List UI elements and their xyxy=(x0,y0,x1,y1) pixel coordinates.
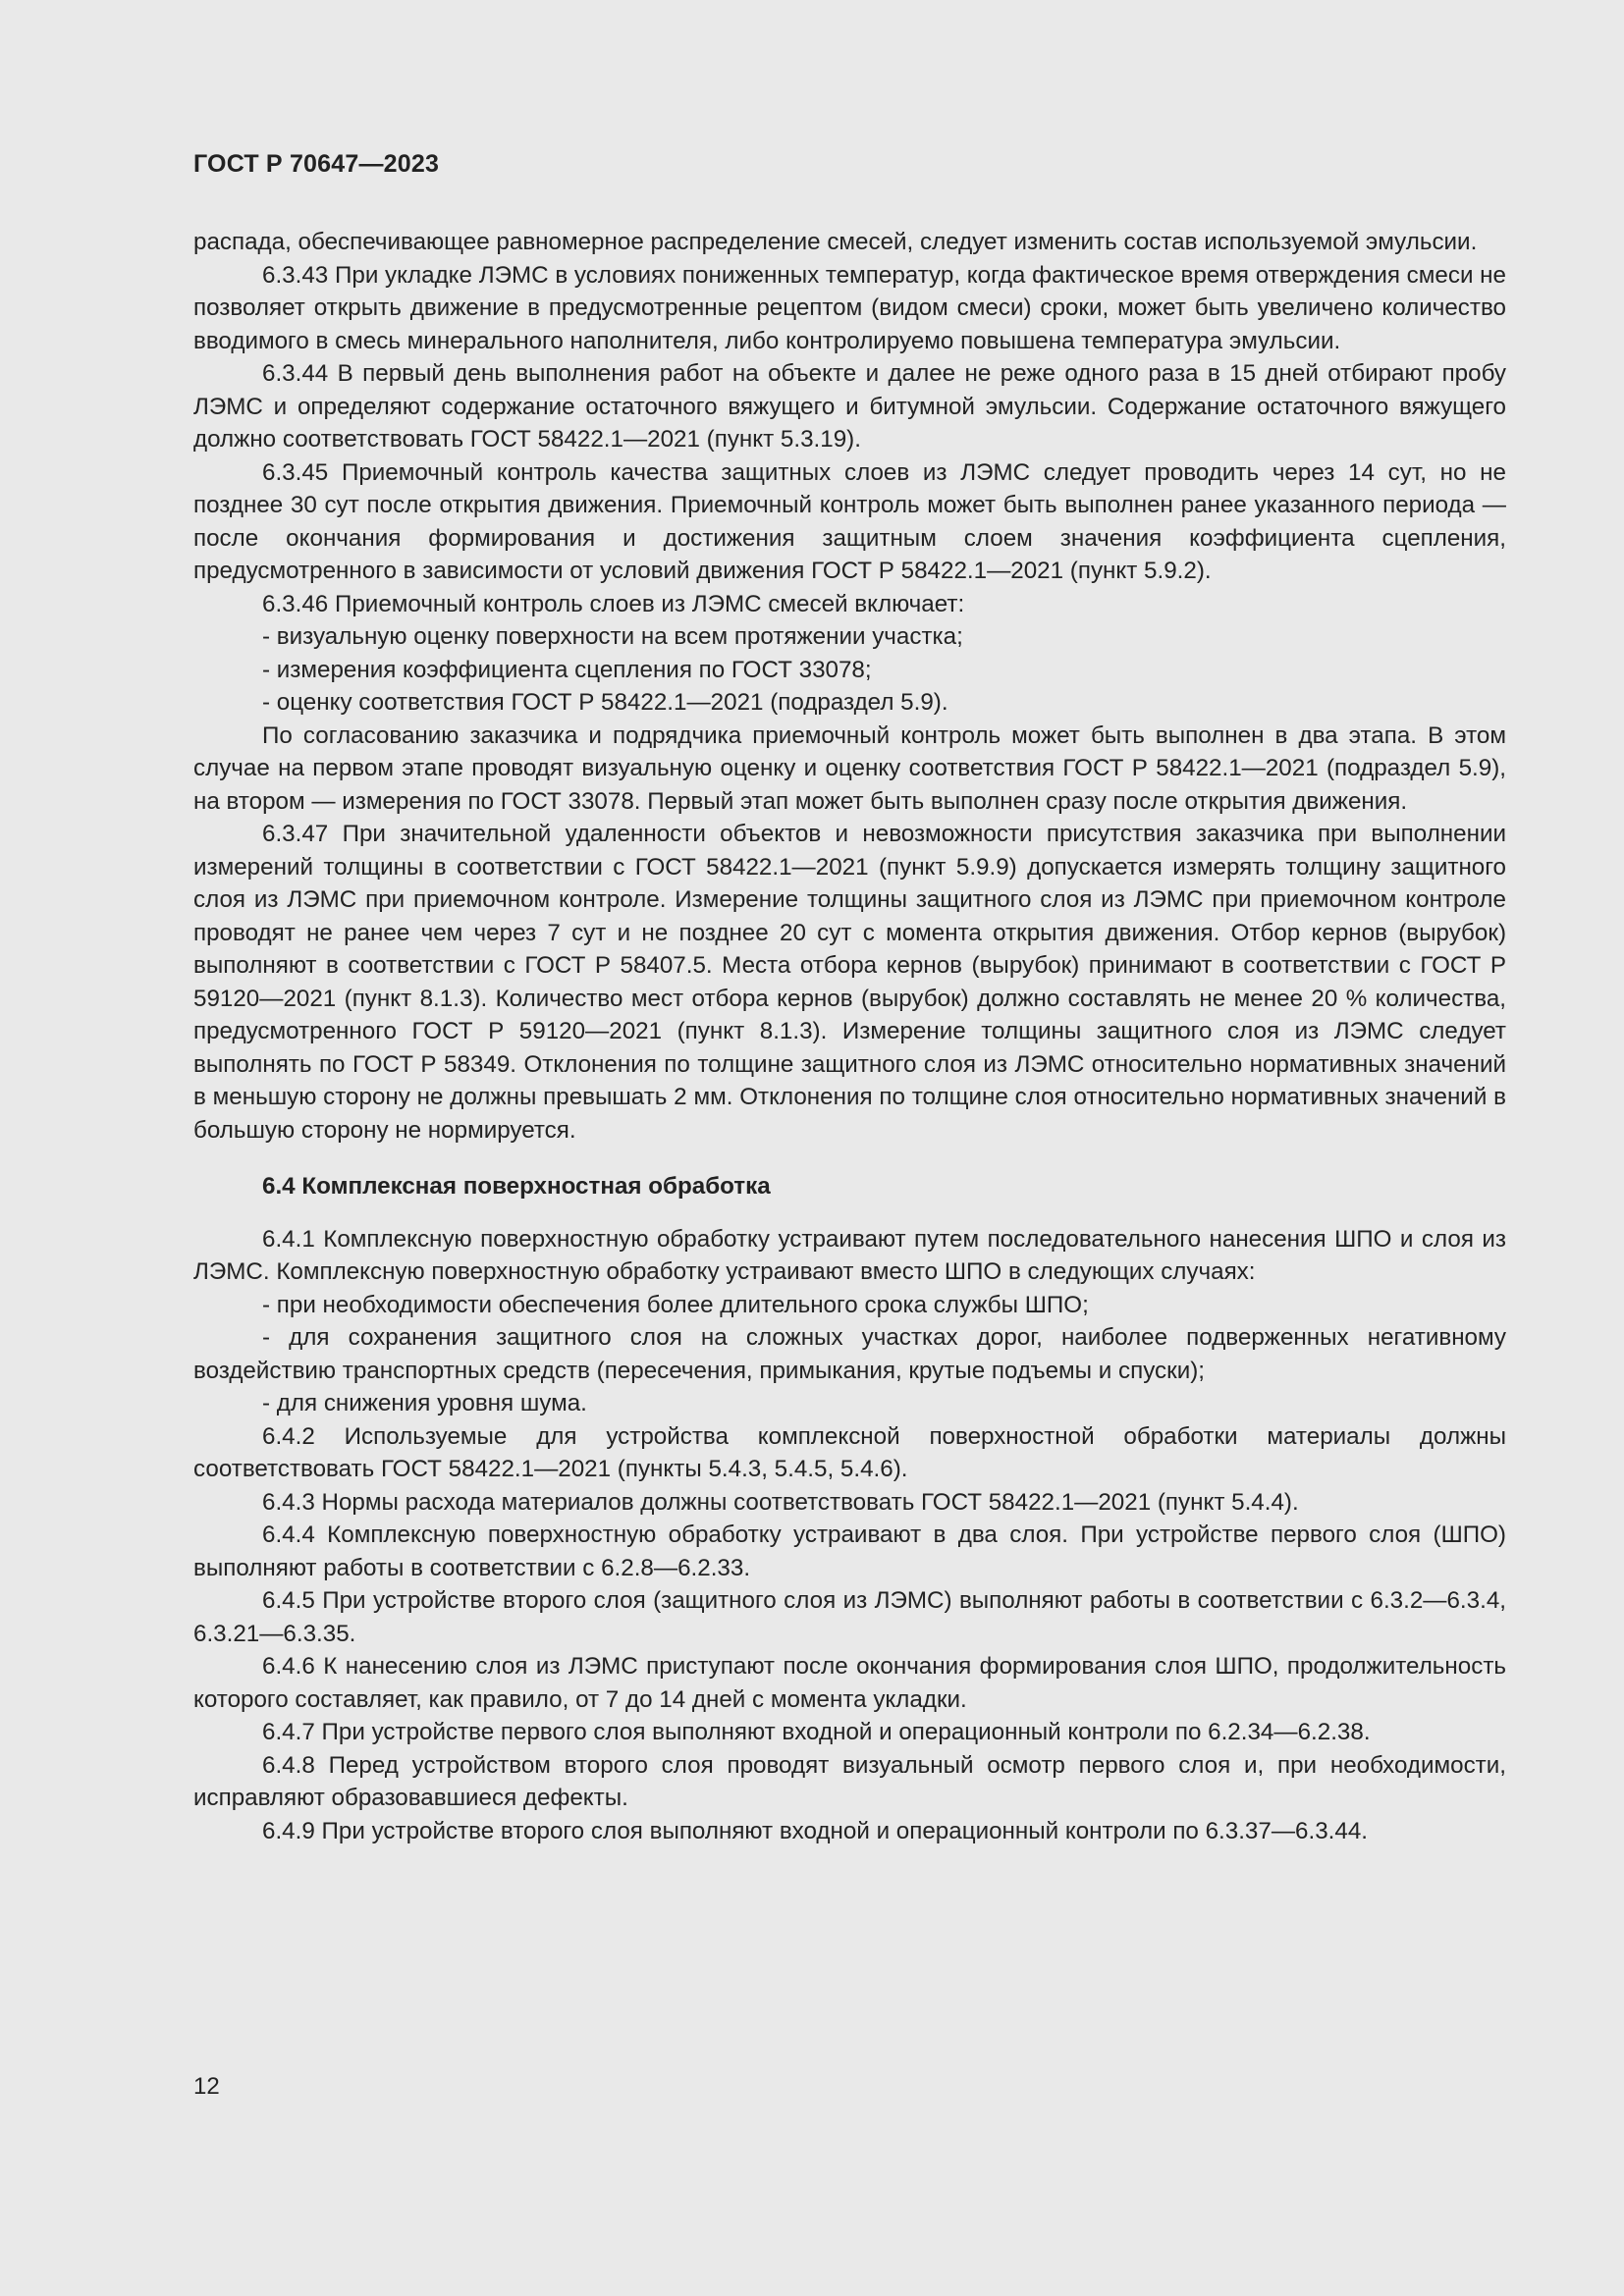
paragraph-6-4-7: 6.4.7 При устройстве первого слоя выполняют входной и операционный контроли по 6.2.34—6.2.38. xyxy=(262,1719,1371,1745)
paragraph-agreement: По согласованию заказчика и подрядчика приемочный контроль может быть выполнен в два этапа. В этом случае на первом этапе проводят визуальную оценку и оценку соответствия ГОСТ Р 58422.1—2021 (подраздел 5.9), на втором — измерения по ГОСТ 33078. Первый этап может быть выполнен сразу после открытия движения. xyxy=(193,721,1506,815)
paragraph-6-3-45: 6.3.45 Приемочный контроль качества защитных слоев из ЛЭМС следует проводить через 14 сут, но не позднее 30 сут после открытия движения. Приемочный контроль может быть выполнен ранее указанного периода — после окончания формирования и достижения защитным слоем значения коэффициента сцепления, предусмотренного в зависимости от условий движения ГОСТ Р 58422.1—2021 (пункт 5.9.2). xyxy=(193,458,1506,584)
list-item: - визуальную оценку поверхности на всем протяжении участка; xyxy=(262,623,963,650)
section-heading-6-4: 6.4 Комплексная поверхностная обработка xyxy=(262,1173,771,1200)
paragraph-continuation: распада, обеспечивающее равномерное распределение смесей, следует изменить состав используемой эмульсии. xyxy=(193,229,1478,255)
paragraph-6-4-3: 6.4.3 Нормы расхода материалов должны соответствовать ГОСТ 58422.1—2021 (пункт 5.4.4). xyxy=(262,1488,1299,1516)
paragraph-6-3-47: 6.3.47 При значительной удаленности объектов и невозможности присутствия заказчика при выполнении измерений толщины в соответствии с ГОСТ 58422.1—2021 (пункт 5.9.9) допускается измерять толщину защитного слоя из ЛЭМС при приемочном контроле. Измерение толщины защитного слоя из ЛЭМС при приемочном контроле проводят не ранее чем через 7 сут и не позднее 20 сут с момента открытия движения. Отбор кернов (вырубок) выполняют в соответствии с ГОСТ Р 58407.5. Места отбора кернов (вырубок) принимают в соответствии с ГОСТ Р 59120—2021 (пункт 8.1.3). Количество мест отбора кернов (вырубок) должно составлять не менее 20 % количества, предусмотренного ГОСТ Р 59120—2021 (пункт 8.1.3). Измерение толщины защитного слоя из ЛЭМС следует выполнять по ГОСТ Р 58349. Отклонения по толщине защитного слоя из ЛЭМС относительно нормативных значений в меньшую сторону не должны превышать 2 мм. Отклонения по толщине слоя относительно нормативных значений в большую сторону не нормируется. xyxy=(193,821,1506,1144)
paragraph-6-4-8: 6.4.8 Перед устройством второго слоя проводят визуальный осмотр первого слоя и, при необходимости, исправляют образовавшиеся дефекты. xyxy=(193,1751,1506,1811)
list-item: - для снижения уровня шума. xyxy=(262,1390,587,1416)
document-body xyxy=(193,226,1506,1847)
list-item: - при необходимости обеспечения более длительного срока службы ШПО; xyxy=(262,1291,1089,1318)
list-item: - измерения коэффициента сцепления по ГОСТ 33078; xyxy=(262,656,872,683)
paragraph-6-4-4: 6.4.4 Комплексную поверхностную обработку устраивают в два слоя. При устройстве первого слоя (ШПО) выполняют работы в соответствии с 6.2.8—6.2.33. xyxy=(193,1522,1506,1581)
paragraph-6-4-1: 6.4.1 Комплексную поверхностную обработку устраивают путем последовательного нанесения ШПО и слоя из ЛЭМС. Комплексную поверхностную обработку устраивают вместо ШПО в следующих случаях: xyxy=(193,1225,1506,1285)
paragraph-6-3-44: 6.3.44 В первый день выполнения работ на объекте и далее не реже одного раза в 15 дней отбирают пробу ЛЭМС и определяют содержание остаточного вяжущего и битумной эмульсии. Содержание остаточного вяжущего должно соответствовать ГОСТ 58422.1—2021 (пункт 5.3.19). xyxy=(193,360,1506,453)
paragraph-6-4-2: 6.4.2 Используемые для устройства комплексной поверхностной обработки материалы должны соответствовать ГОСТ 58422.1—2021 (пункты 5.4.3, 5.4.5, 5.4.6). xyxy=(193,1422,1506,1482)
paragraph-6-3-46: 6.3.46 Приемочный контроль слоев из ЛЭМС смесей включает: xyxy=(262,590,965,617)
list-item: - оценку соответствия ГОСТ Р 58422.1—2021 (подраздел 5.9). xyxy=(262,689,948,716)
page-number: 12 xyxy=(193,2073,220,2100)
paragraph-6-4-6: 6.4.6 К нанесению слоя из ЛЭМС приступают после окончания формирования слоя ШПО, продолжительность которого составляет, как правило, от 7 до 14 дней с момента укладки. xyxy=(193,1653,1506,1713)
list-item: - для сохранения защитного слоя на сложных участках дорог, наиболее подверженных негативному воздействию транспортных средств (пересечения, примыкания, крутые подъемы и спуски); xyxy=(193,1324,1506,1384)
paragraph-6-4-5: 6.4.5 При устройстве второго слоя (защитного слоя из ЛЭМС) выполняют работы в соответствии с 6.3.2—6.3.4, 6.3.21—6.3.35. xyxy=(193,1587,1506,1647)
paragraph-6-4-9: 6.4.9 При устройстве второго слоя выполняют входной и операционный контроли по 6.3.37—6.3.44. xyxy=(262,1817,1368,1844)
document-header: ГОСТ Р 70647—2023 xyxy=(193,150,440,178)
paragraph-6-3-43: 6.3.43 При укладке ЛЭМС в условиях пониженных температур, когда фактическое время отверждения смеси не позволяет открыть движение в предусмотренные рецептом (видом смеси) сроки, может быть увеличено количество вводимого в смесь минерального наполнителя, либо контролируемо повышена температура эмульсии. xyxy=(193,261,1506,354)
